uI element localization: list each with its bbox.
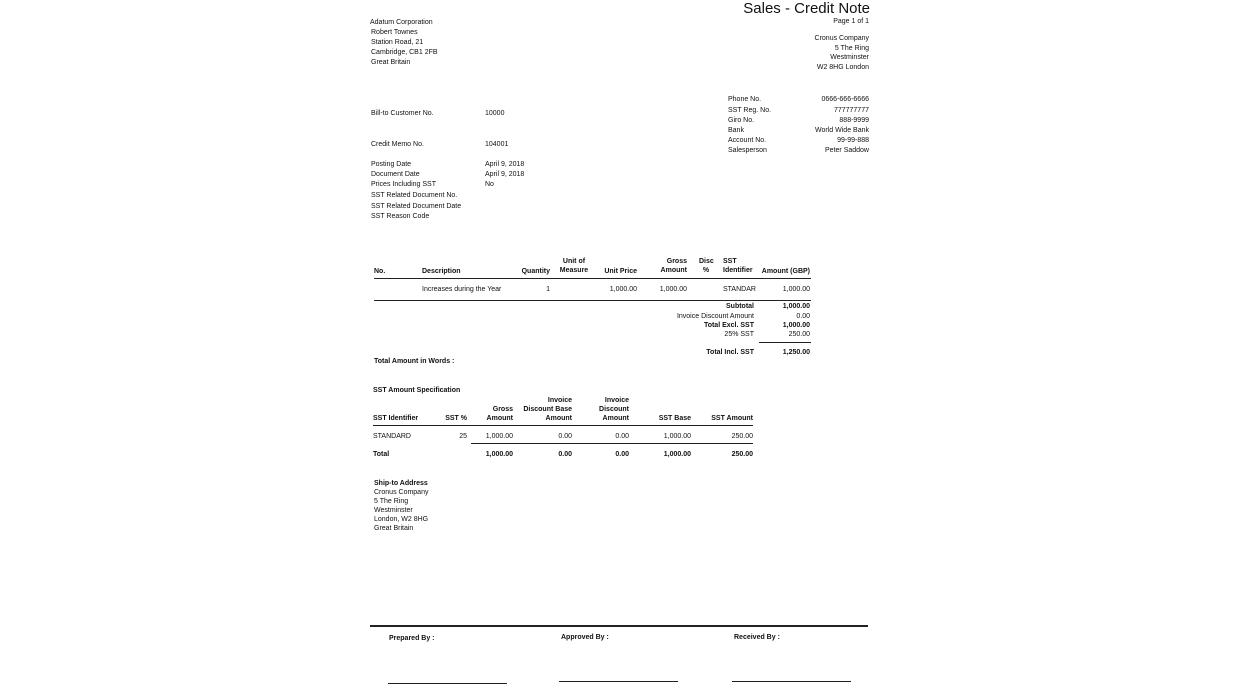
company-address-line: Cronus Company [814,35,869,42]
signature-top-rule [370,625,868,627]
info-value: 888-9999 [839,117,869,124]
total-incl-label: Total Incl. SST [706,349,754,356]
doc-info-value: April 9, 2018 [485,161,525,168]
credit-memo-label: Credit Memo No. [371,141,424,148]
spec-total-gross: 1,000.00 [485,451,513,458]
info-value: Peter Saddow [825,147,869,154]
sst-pct-value: 250.00 [788,331,810,338]
col-header-uom-line: Measure [559,267,589,274]
total-excl-label: Total Excl. SST [703,322,754,329]
subtotal-value: 1,000.00 [782,303,810,310]
col-header-unit-price: Unit Price [604,268,637,275]
info-label: Phone No. [728,96,762,103]
table-body-rule [374,300,811,301]
spec-row-sst-pct: 25 [459,433,467,440]
spec-header-line: Discount [599,406,629,413]
total-excl-value: 1,000.00 [782,322,810,329]
spec-row-sst-base: 1,000.00 [663,433,691,440]
col-header-gross-line: Gross [666,258,687,265]
totals-rule [759,342,811,343]
sst-pct-label: 25% SST [724,331,754,338]
info-value: 99-99-888 [837,137,869,144]
row-amount: 1,000.00 [782,286,810,293]
spec-header-line: Invoice [547,397,572,404]
spec-header-line: Discount Base [523,406,572,413]
spec-row-inv-disc-base: 0.00 [558,433,572,440]
spec-total-label: Total [373,451,390,458]
info-value: World Wide Bank [815,127,869,134]
company-address-line: 5 The Ring [834,45,869,52]
prepared-by-label: Prepared By : [389,635,435,642]
bill-to-value: 10000 [485,110,505,117]
spec-header-inv-disc [599,396,629,423]
spec-header-sst-amount: SST Amount [711,415,753,422]
doc-info-label: SST Related Document No. [371,192,458,199]
spec-total-sst-amount: 250.00 [731,451,753,458]
spec-total-inv-disc-base: 0.00 [558,451,572,458]
spec-row-gross: 1,000.00 [485,433,513,440]
total-incl-value: 1,250.00 [782,349,810,356]
invoice-discount-value: 0.00 [796,313,810,320]
doc-info-label: Document Date [371,171,420,178]
customer-address-line: Robert Townes [371,29,418,36]
info-label: SST Reg. No. [728,107,772,114]
col-header-uom-line: Unit of [562,258,586,265]
approved-by-label: Approved By : [561,634,609,641]
ship-to-line: Westminster [374,507,413,514]
doc-info-value: April 9, 2018 [485,171,525,178]
col-header-gross-line: Amount [660,267,687,274]
spec-header-line: Amount [602,415,629,422]
spec-row-sst-amount: 250.00 [731,433,753,440]
row-unit-price: 1,000.00 [609,286,637,293]
col-header-sst-line: Identifier [723,267,753,274]
col-header-description: Description [422,268,461,275]
col-header-quantity: Quantity [521,268,550,275]
company-address-line: Westminster [830,54,869,61]
spec-header-line: Invoice [604,397,629,404]
col-header-amount: Amount (GBP) [761,268,810,275]
spec-header-sst-base: SST Base [658,415,691,422]
doc-info-label: SST Reason Code [371,213,430,220]
row-gross: 1,000.00 [659,286,687,293]
approved-by-line [559,681,678,682]
credit-memo-value: 104001 [485,141,509,148]
col-header-disc-line: % [702,267,710,274]
spec-header-inv-disc-base [523,396,572,423]
info-label: Salesperson [728,147,767,154]
col-header-sst-line: SST [723,258,737,265]
customer-address-line: Station Road, 21 [371,39,424,46]
spec-total-rule [471,443,753,444]
doc-info-label: Prices Including SST [371,181,436,188]
bill-to-label: Bill-to Customer No. [371,110,434,117]
spec-header-line: Amount [486,415,513,422]
spec-header-rule [373,425,753,426]
spec-row-sst-id: STANDARD [373,433,411,440]
col-header-uom [559,257,589,275]
sst-spec-title: SST Amount Specification [373,387,461,394]
col-header-disc [699,257,713,275]
spec-total-sst-base: 1,000.00 [663,451,691,458]
received-by-label: Received By : [734,634,780,641]
info-label: Giro No. [728,117,755,124]
document-title: Sales - Credit Note [743,0,870,17]
col-header-sst-identifier [723,257,753,275]
col-header-disc-line: Disc [699,258,714,265]
spec-header-gross [487,405,513,423]
ship-to-line: 5 The Ring [374,498,409,505]
info-label: Bank [728,127,744,134]
ship-to-line: London, W2 8HG [374,516,429,523]
subtotal-label: Subtotal [726,303,754,310]
company-address-line: W2 8HG London [816,64,869,71]
received-by-line [732,681,851,682]
col-header-gross [661,257,687,275]
ship-to-title: Ship-to Address [374,480,428,487]
info-value: 0666-666-6666 [821,96,869,103]
doc-info-label: SST Related Document Date [371,203,462,210]
info-value: 777777777 [833,107,869,114]
ship-to-line: Great Britain [374,525,414,532]
row-sst-identifier: STANDAR [723,286,756,293]
table-header-rule [374,278,811,279]
invoice-discount-label: Invoice Discount Amount [676,313,754,320]
amount-in-words-label: Total Amount in Words : [374,358,455,365]
doc-info-label: Posting Date [371,161,412,168]
customer-address-line: Great Britain [371,59,411,66]
spec-header-line: Amount [545,415,572,422]
spec-total-inv-disc: 0.00 [615,451,629,458]
spec-header-sst-id: SST Identifier [373,415,419,422]
row-description: Increases during the Year [422,286,502,293]
col-header-no: No. [374,268,386,275]
ship-to-line: Cronus Company [374,489,429,496]
spec-header-sst-pct: SST % [445,415,467,422]
info-label: Account No. [728,137,767,144]
spec-header-line: Gross [492,406,513,413]
page-number: Page 1 of 1 [833,18,869,25]
spec-row-inv-disc: 0.00 [615,433,629,440]
doc-info-value: No [485,181,494,188]
company-name: Adatum Corporation [370,19,433,26]
customer-address-line: Cambridge, CB1 2FB [371,49,438,56]
row-quantity: 1 [546,286,550,293]
prepared-by-line [388,683,507,684]
